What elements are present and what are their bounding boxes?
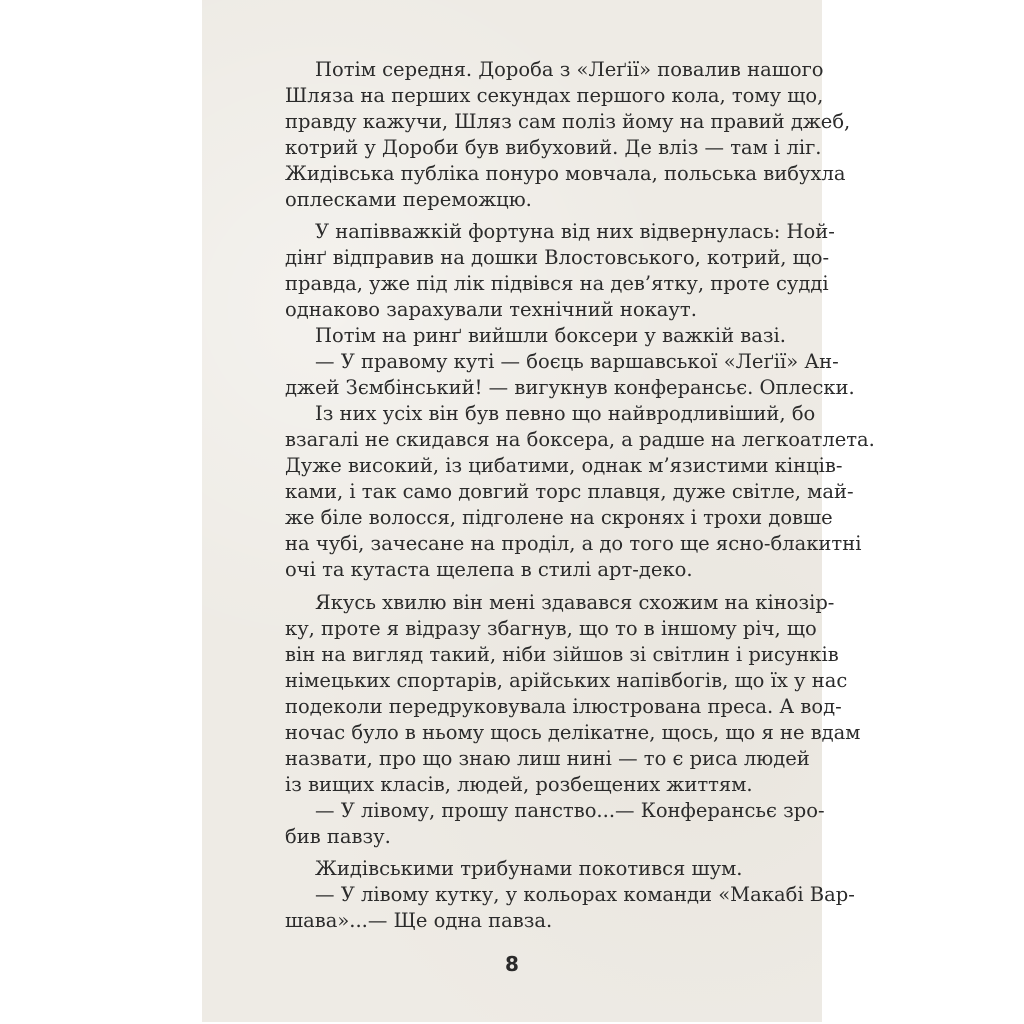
text-line: бив павзу. (285, 825, 391, 848)
text-line: ку, проте я відразу збагнув, що то в іншому річ, що (285, 617, 817, 640)
text-line: ночас було в ньому щось делікатне, щось, що я не вдам (285, 721, 861, 744)
text-line: Якусь хвилю він мені здавався схожим на кінозір- (315, 591, 835, 614)
text-line: взагалі не скидався на боксера, а радше на легкоатлета. (285, 428, 875, 451)
text-line: Дуже високий, із цибатими, однак м’язистими кінців- (285, 454, 843, 477)
text-line: правду кажучи, Шляз сам поліз йому на правий джеб, (285, 110, 851, 133)
text-line: подеколи передруковувала ілюстрована преса. А вод- (285, 695, 842, 718)
text-line: Жидівськими трибунами покотився шум. (315, 857, 743, 880)
text-line: — У правому куті — боєць варшавської «Леґії» Ан- (315, 350, 839, 373)
text-line: назвати, про що знаю лиш нині — то є риса людей (285, 747, 810, 770)
text-line: дінґ відправив на дошки Влостовського, котрий, що- (285, 246, 830, 269)
page-number: 8 (505, 952, 519, 976)
text-line: Жидівська публіка понуро мовчала, польська вибухла (285, 162, 846, 185)
text-line: ками, і так само довгий торс плавця, дуже світле, май- (285, 480, 854, 503)
text-line: Потім на ринґ вийшли боксери у важкій вазі. (315, 324, 786, 347)
text-line: джей Зємбінський! — вигукнув конферансьє. Оплески. (285, 376, 855, 399)
text-line: із вищих класів, людей, розбещених життям. (285, 773, 753, 796)
text-line: — У лівому, прошу панство...— Конферансьє зро- (315, 799, 825, 822)
text-line: правда, уже під лік підвівся на дев’ятку, проте судді (285, 272, 829, 295)
text-line: котрий у Дороби був вибуховий. Де вліз — там і ліг. (285, 136, 822, 159)
text-line: У напівважкій фортуна від них відвернулась: Ной- (315, 220, 835, 243)
text-line: німецьких спортарів, арійських напівбогів, що їх у нас (285, 669, 848, 692)
text-line: однаково зарахували технічний нокаут. (285, 298, 697, 321)
text-line: він на вигляд такий, ніби зійшов зі світлин і рисунків (285, 643, 839, 666)
text-line: очі та кутаста щелепа в стилі арт-деко. (285, 558, 693, 581)
book-page (202, 0, 875, 1022)
text-line: Шляза на перших секундах першого кола, тому що, (285, 84, 824, 107)
text-line: шава»...— Ще одна павза. (285, 909, 553, 932)
text-line: — У лівому кутку, у кольорах команди «Макабі Вар- (315, 883, 855, 906)
text-line: на чубі, зачесане на проділ, а до того ще ясно-блакитні (285, 532, 862, 555)
text-line: Із них усіх він був певно що найвродливіший, бо (315, 402, 816, 425)
text-line: Потім середня. Дорoба з «Леґії» повалив нашого (315, 58, 824, 81)
text-line: же біле волосся, підголене на скронях і трохи довше (285, 506, 833, 529)
text-line: оплесками переможцю. (285, 188, 532, 211)
